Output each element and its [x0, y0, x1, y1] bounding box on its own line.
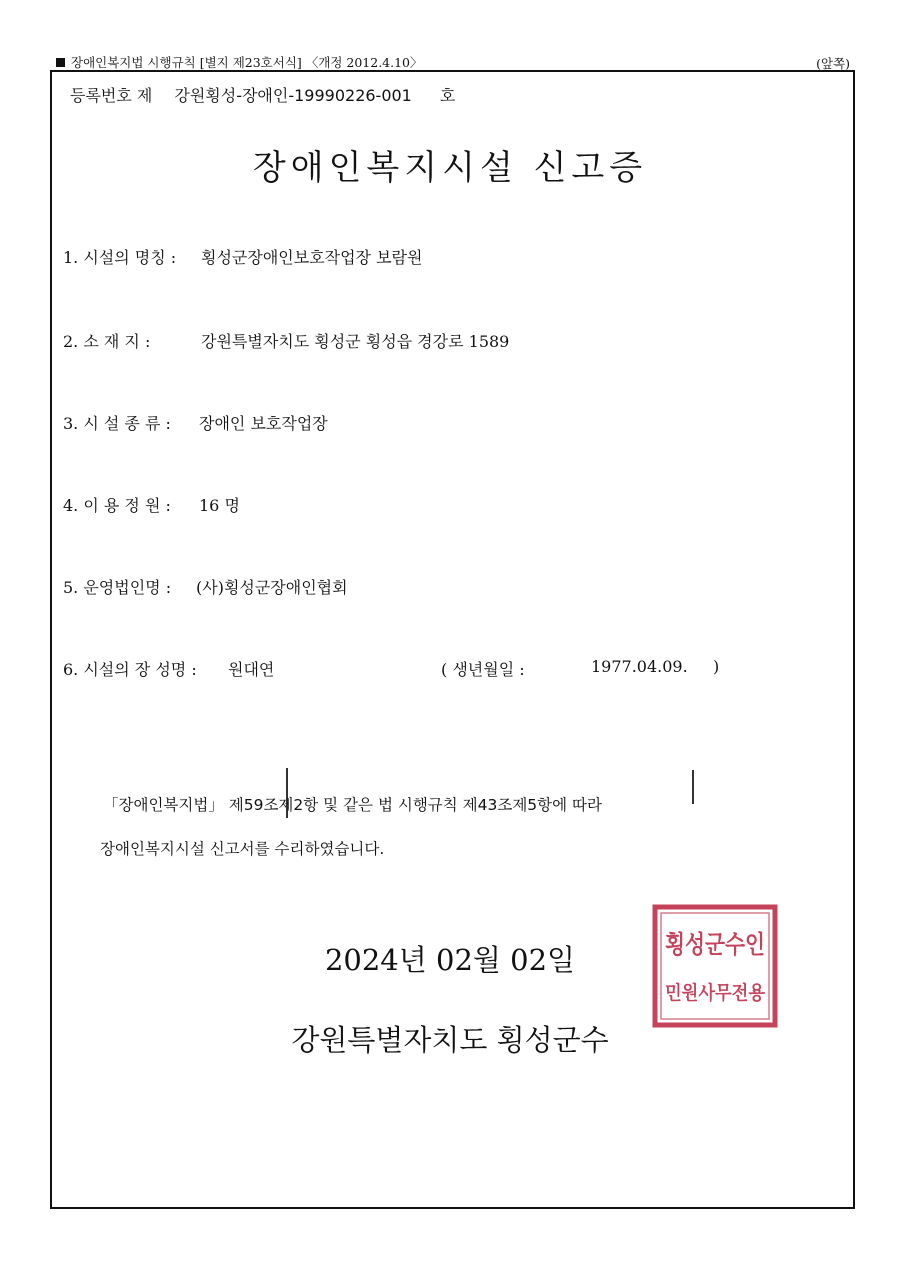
form-note-text: 장애인복지법 시행규칙 [별지 제23호서식] 〈개정 2012.4.10〉: [71, 55, 423, 70]
field-operating-corporation: [63, 575, 348, 598]
field-value: 원대연: [228, 660, 275, 679]
field-value: (사)횡성군장애인협회: [196, 578, 348, 597]
field-label: 3. 시 설 종 류 :: [63, 414, 171, 433]
document-title: 장애인복지시설 신고증: [252, 148, 648, 188]
field-facility-name: [63, 245, 423, 268]
field-value: 강원특별자치도 횡성군 횡성읍 경강로 1589: [201, 332, 510, 351]
side-label: (앞쪽): [816, 56, 850, 71]
registration-suffix: 호: [439, 86, 456, 105]
square-bullet-icon: [56, 58, 65, 67]
birth-date: 1977.04.09.: [591, 657, 688, 676]
field-facility-type: [63, 411, 328, 434]
field-value: 장애인 보호작업장: [199, 414, 328, 433]
field-location: [63, 329, 510, 352]
birth-open: ( 생년월일 :: [441, 660, 525, 679]
field-label: 4. 이 용 정 원 :: [63, 496, 171, 515]
issuer-name: 강원특별자치도 횡성군수: [291, 1023, 609, 1057]
field-label: 5. 운영법인명 :: [63, 578, 172, 597]
registration-number: 강원횡성-장애인-19990226-001: [174, 86, 412, 105]
field-value: 16 명: [199, 496, 240, 515]
field-label: 2. 소 재 지 :: [63, 332, 151, 351]
form-note: [56, 53, 423, 71]
registration-label: 등록번호 제: [70, 86, 153, 105]
birth-close: ): [713, 657, 720, 676]
registration-line: [70, 83, 455, 106]
seal-text-top: 횡성군수인: [665, 930, 765, 959]
issue-date: 2024년 02월 02일: [324, 943, 576, 977]
field-value: 횡성군장애인보호작업장 보람원: [201, 248, 423, 267]
field-label: 1. 시설의 명칭 :: [63, 248, 177, 267]
field-capacity: [63, 493, 240, 516]
statement-line-2: 장애인복지시설 신고서를 수리하였습니다.: [100, 840, 385, 858]
seal-text-bottom: 민원사무전용: [665, 982, 776, 1004]
statement-line-1: 「장애인복지법」 제59조제2항 및 같은 법 시행규칙 제43조제5항에 따라: [103, 796, 602, 814]
field-label: 6. 시설의 장 성명 :: [63, 660, 197, 679]
field-director-name: [63, 657, 720, 680]
official-seal: [651, 903, 779, 1029]
